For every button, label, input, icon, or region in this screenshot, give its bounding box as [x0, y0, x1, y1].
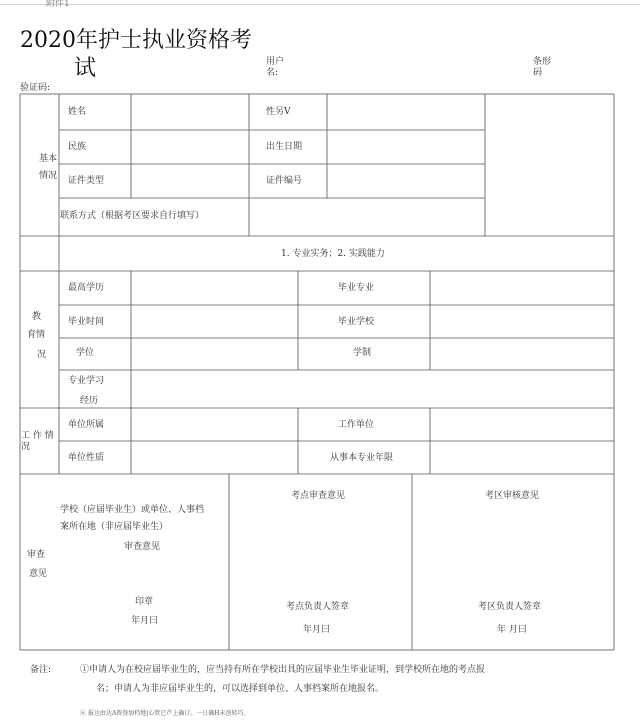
- school-label: 毕业学校: [338, 317, 375, 327]
- employer-label: 单位所属: [68, 420, 105, 430]
- id-number-label: 证件编号: [266, 176, 303, 186]
- top-fragment: 附件1: [46, 0, 70, 9]
- study-history-label: 专业学习: [68, 376, 105, 386]
- ethnicity-label: 民族: [68, 142, 87, 152]
- major-label: 毕业专业: [338, 283, 375, 293]
- education-section-label: 教: [32, 312, 42, 322]
- school-review-label: 学校（应届毕业生）或单位、人事档: [60, 505, 205, 515]
- notes-line-2: 名；申请人为非应届毕业生的，可以选择到单位、人事档案所在地报名。: [96, 684, 385, 694]
- barcode-label-2: 码: [533, 68, 543, 78]
- district-date: 年 月曰: [497, 625, 527, 635]
- notes-line-3: ⑥ 报达由达A资登加档地|心管已芦上确订。一日确H未创转巧。: [80, 710, 250, 717]
- basic-section-label: 基本: [39, 154, 58, 164]
- work-unit-label: 工作单位: [338, 420, 375, 430]
- education-section-label-2: 育情: [27, 330, 46, 340]
- site-review-title: 考点审查意见: [291, 491, 346, 501]
- notes-line-1: ①申请人为在校应届毕业生的，应当持有所在学校出具的应届毕业生毕业证明，到学校所在地的考点报: [80, 665, 486, 675]
- study-history-label-2: 经历: [80, 396, 99, 406]
- page-title-continued: 试: [74, 56, 97, 81]
- school-date: 年月曰: [131, 616, 159, 626]
- notes-label: 备注:: [30, 665, 52, 675]
- highest-degree-label: 最高学历: [68, 283, 105, 293]
- work-section-label: 工 作 情: [21, 431, 54, 441]
- school-review-label-3: 审查意见: [124, 542, 161, 552]
- program-length-label: 学制: [353, 348, 372, 358]
- birth-date-label: 出生日期: [266, 142, 303, 152]
- username-label-2: 名:: [266, 68, 279, 78]
- id-type-label: 证件类型: [68, 176, 105, 186]
- username-label: 用户: [266, 57, 285, 67]
- name-label: 姓名: [68, 107, 87, 117]
- review-section-label: 审查: [27, 550, 46, 560]
- site-date: 年月曰: [303, 625, 331, 635]
- captcha-label: 验证码:: [20, 83, 51, 93]
- page-title: 2020年护士执业资格考: [20, 28, 252, 53]
- education-section-label-3: 况: [37, 350, 47, 360]
- site-sign-label: 考点负责人签章: [286, 602, 350, 612]
- review-section-label-2: 意见: [29, 569, 48, 579]
- work-section-label-2: 况: [21, 442, 31, 452]
- district-sign-label: 考区负责人签章: [478, 602, 542, 612]
- seal-label: 印章: [135, 597, 154, 607]
- contact-label: 联系方式（根据考区要求自行填写）: [60, 211, 205, 221]
- gender-label: 性另V: [266, 107, 291, 117]
- school-review-label-2: 案所在地（非应届毕业生）: [60, 522, 169, 532]
- degree-label: 学位: [76, 348, 95, 358]
- basic-section-label-2: 情况: [39, 171, 58, 181]
- district-review-title: 考区审核意见: [485, 491, 540, 501]
- grad-time-label: 毕业时间: [68, 317, 105, 327]
- exam-subjects: 1. 专业实务；2. 实践能力: [281, 249, 385, 259]
- unit-nature-label: 单位性质: [68, 453, 105, 463]
- years-in-field-label: 从事本专业年限: [330, 453, 394, 463]
- barcode-label: 条形: [533, 57, 552, 67]
